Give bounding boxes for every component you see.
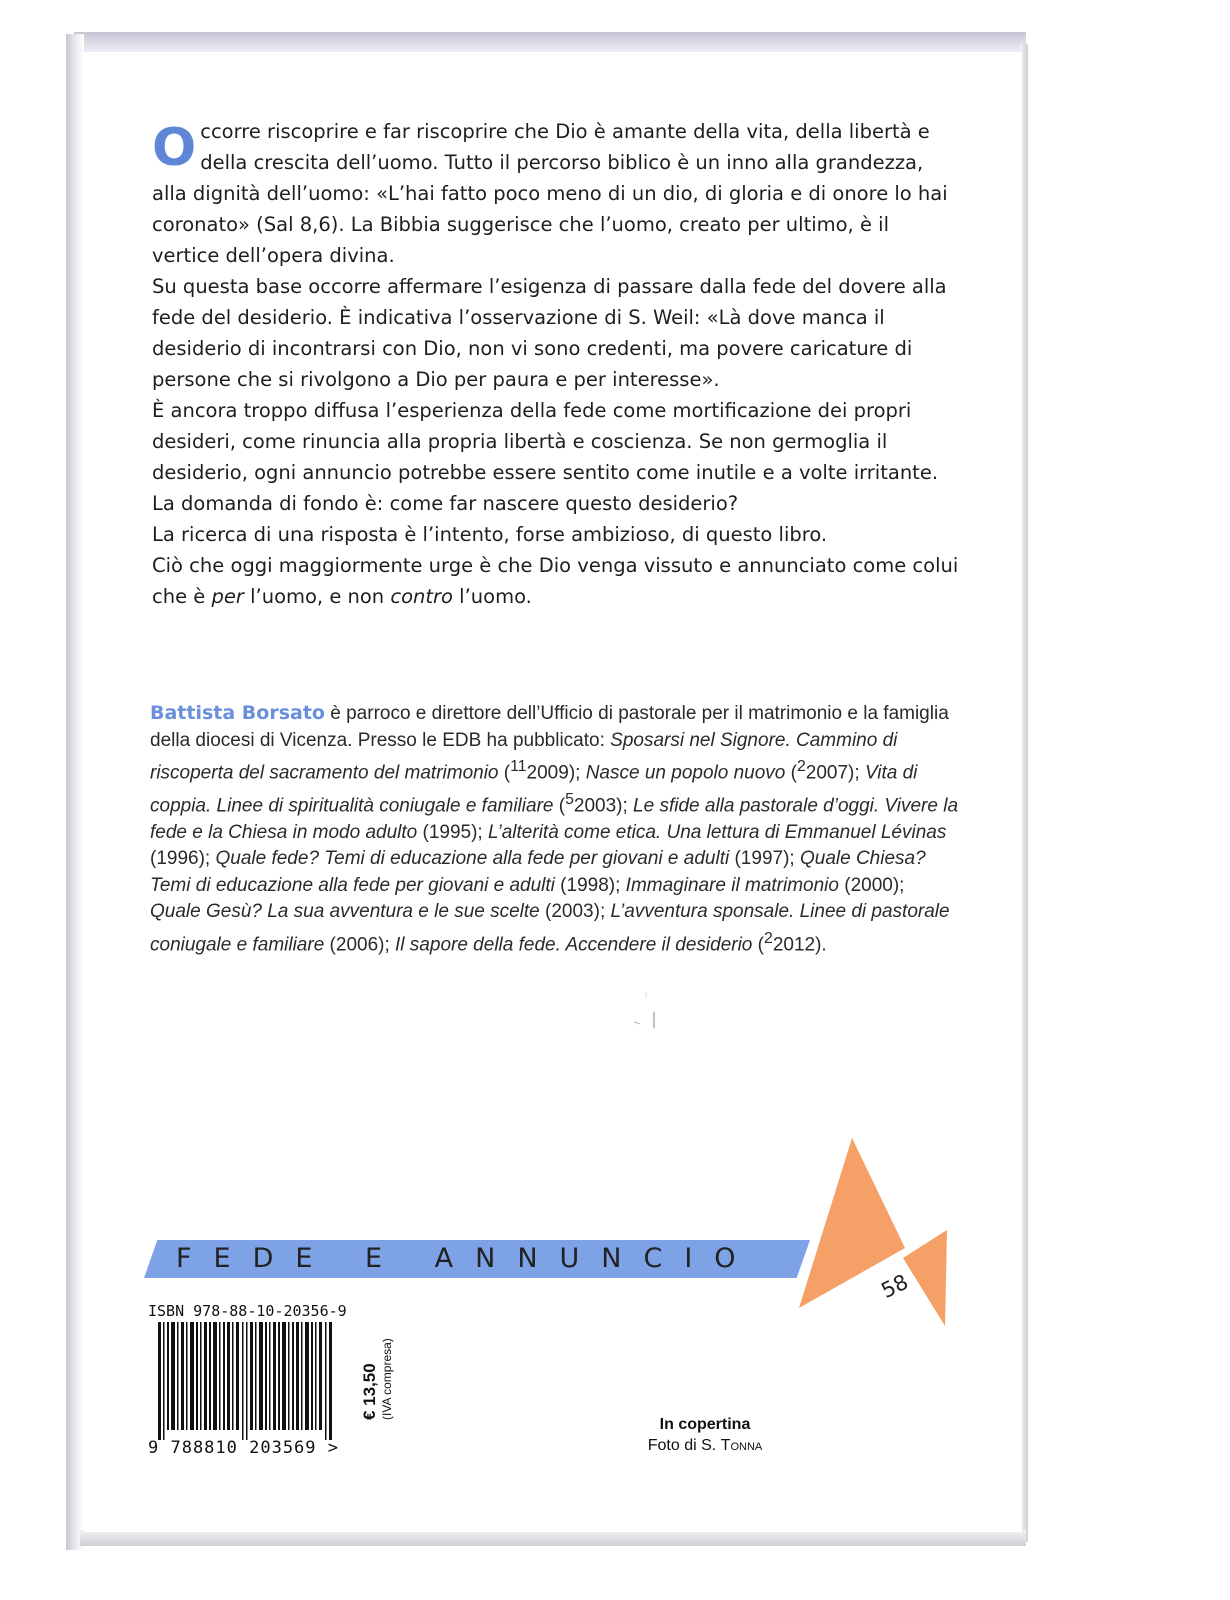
author-name: Battista Borsato <box>150 702 325 724</box>
blurb-paragraph-5: La ricerca di una risposta è l’intento, forse ambizioso, di questo libro. <box>152 523 828 546</box>
price-amount: € 13,50 <box>360 1363 379 1420</box>
page-edge-bottom <box>80 1530 1026 1546</box>
blurb-paragraph-4: La domanda di fondo è: come far nascere questo desiderio? <box>152 492 739 515</box>
blurb-text <box>152 116 960 612</box>
blurb-paragraph-2: Su questa base occorre affermare l’esigenza di passare dalla fede del dovere alla fede del desiderio. È indicativa l’osservazione di S. Weil: «Là dove manca il desiderio di incontrarsi con Dio, non vi sono credenti, ma povere caricature di persone che si rivolgono a Dio per paura e per interesse». <box>152 275 947 391</box>
series-logo-triangles <box>795 1136 955 1332</box>
barcode <box>158 1322 336 1440</box>
blurb-paragraph-3: È ancora troppo diffusa l’esperienza della fede come mortificazione dei propri desideri, come rinuncia alla propria libertà e coscienza. Se non germoglia il desiderio, ogni annuncio potrebbe essere sentito come inutile e a volte irritante. <box>152 399 939 484</box>
drop-cap: O <box>152 118 197 178</box>
author-bio: Battista Borsato è parroco e direttore dell’Ufficio di pastorale per il matrimonio e la famiglia della diocesi di Vicenza. Presso le EDB ha pubblicato: Sposarsi nel Signore. Cammino di riscoperta del sacramento del matrimonio ($^{11}$2009); Nasce un popolo nuovo ($^2$2007); Vita di coppia. Linee di spiritualità coniugale e familiare ($^5$2003); Le sfide alla pastorale d’oggi. Vivere la fede e la Chiesa in modo adulto (1995); L’alterità come etica. Una lettura di Emmanuel Lévinas (1996); Quale fede? Temi di educazione alla fede per giovani e adulti (1997); Quale Chiesa? Temi di educazione alla fede per giovani e adulti (1998); Immaginare il matrimonio (2000); Quale Gesù? La sua avventura e le sue scelte (2003); L’avventura sponsale. Linee di pastorale coniugale e familiare (2006); Il sapore della fede. Accendere il desiderio ($^2$2012). <box>150 702 959 955</box>
credit-label: In copertina <box>659 1416 751 1433</box>
price-note: (IVA compresa) <box>380 1338 394 1420</box>
credit-photographer: Tonna <box>720 1437 763 1454</box>
print-specks <box>626 990 666 1040</box>
blurb-paragraph-1-text: ccorre riscoprire e far riscoprire che Dio è amante della vita, della libertà e della crescita dell’uomo. Tutto il percorso biblico è un inno alla grandezza, alla dignità dell’uomo: «L’hai fatto poco meno di un dio, di gloria e di onore lo hai coronato» (Sal 8,6). La Bibbia suggerisce che l’uomo, creato per ultimo, è il vertice dell’opera divina. <box>152 120 948 267</box>
page-edge-left <box>66 34 84 1550</box>
page-edge-top <box>74 32 1026 54</box>
series-name: FEDE E ANNUNCIO <box>176 1243 758 1274</box>
barcode-digits: 9 788810 203569 > <box>148 1438 339 1458</box>
price-block <box>360 1310 408 1420</box>
series-number: 58 <box>877 1269 912 1303</box>
blurb-paragraph-1 <box>152 116 960 271</box>
cover-credit <box>620 1414 790 1456</box>
isbn-label: ISBN 978-88-10-20356-9 <box>148 1302 347 1320</box>
credit-text: Foto di S. <box>647 1437 721 1454</box>
blurb-paragraph-6: Ciò che oggi maggiormente urge è che Dio venga vissuto e annunciato come colui che è per l’uomo, e non contro l’uomo. <box>152 554 959 608</box>
